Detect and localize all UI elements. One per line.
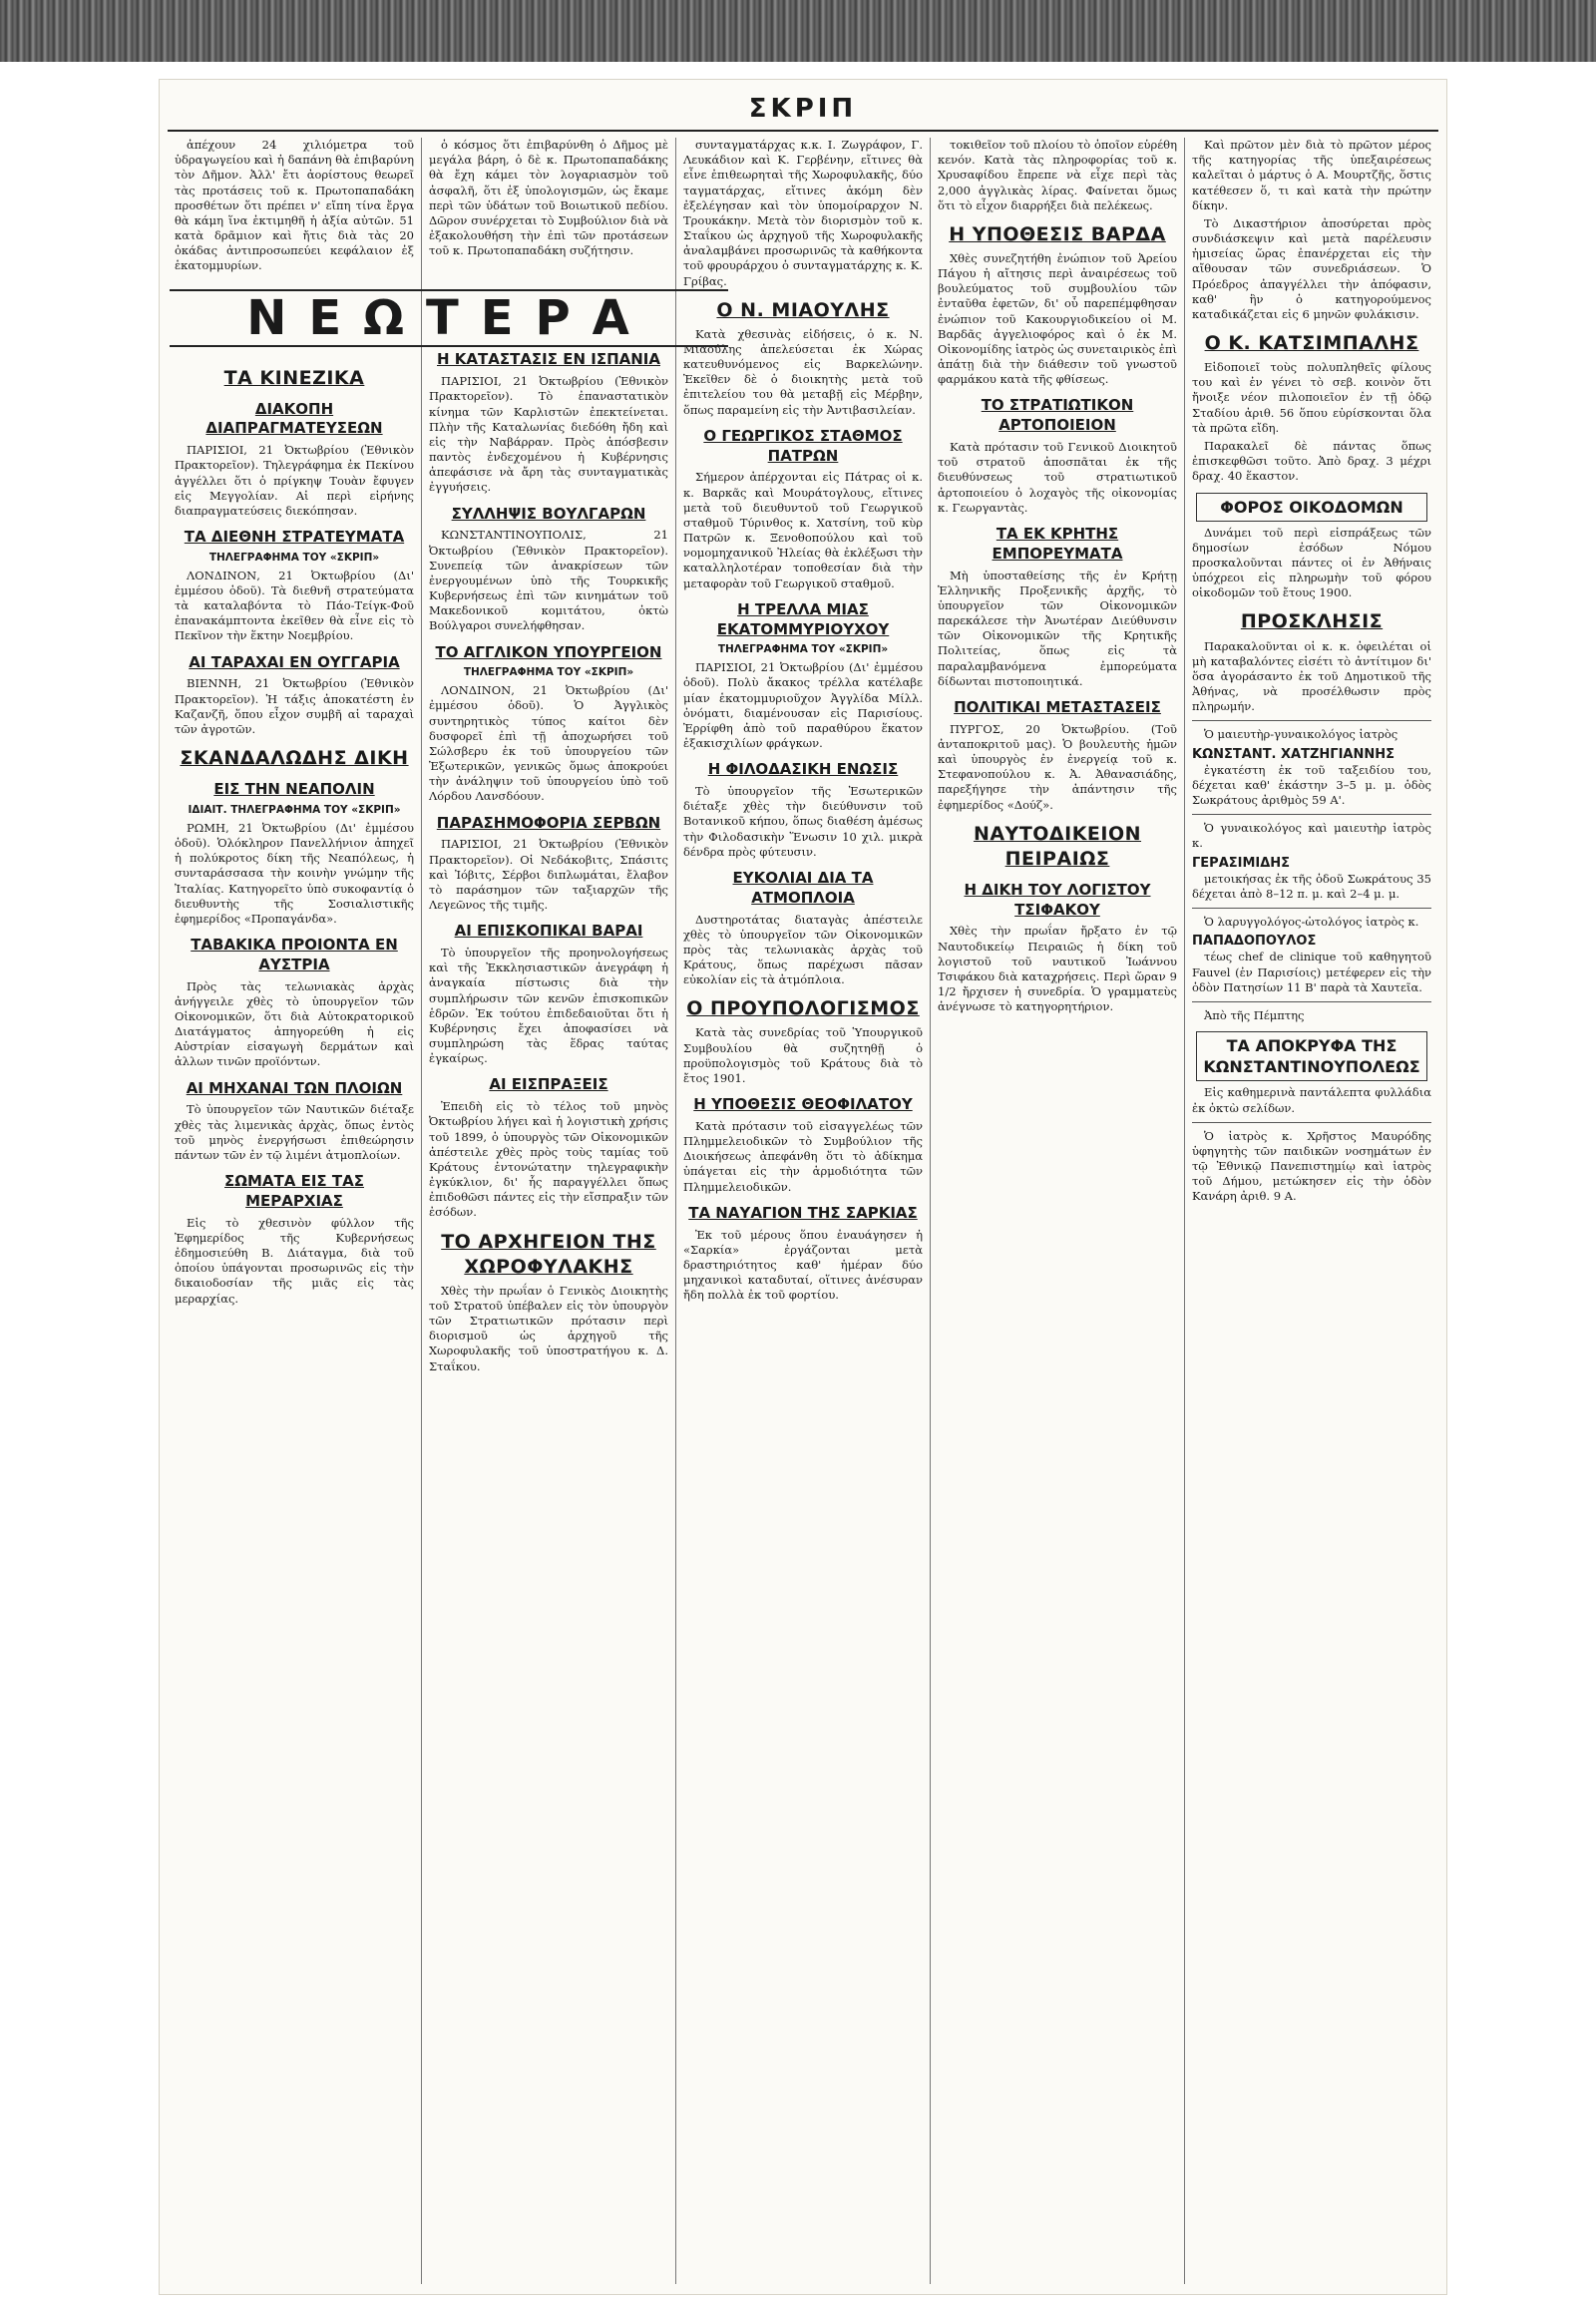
headline: Ο ΓΕΩΡΓΙΚΟΣ ΣΤΑΘΜΟΣ ΠΑΤΡΩΝ — [703, 426, 903, 465]
headline: ΣΚΑΝΔΑΛΩΔΗΣ ΔΙΚΗ — [180, 747, 409, 770]
headline: ΠΑΡΑΣΗΜΟΦΟΡΙΑ ΣΕΡΒΩΝ — [436, 813, 661, 832]
subheadline: ΤΗΛΕΓΡΑΦΗΜΑ ΤΟΥ «ΣΚΡΙΠ» — [463, 666, 634, 679]
headline: Η ΥΠΟΘΕΣΙΣ ΘΕΟΦΙΛΑΤΟΥ — [693, 1095, 913, 1114]
headline: ΤΑΒΑΚΙΚΑ ΠΡΟΙΟΝΤΑ ΕΝ ΑΥΣΤΡΙΑ — [191, 936, 398, 973]
ad-name: ΓΕΡΑΣΙΜΙΔΗΣ — [1192, 855, 1291, 871]
article-text: Κατὰ τὰς συνεδρίας τοῦ Ὑπουργικοῦ Συμβουλίου θὰ συζητηθῇ ὁ προϋπολογισμὸς τοῦ Κράτους διὰ τὸ ἔτος 1901. — [683, 1025, 923, 1085]
column-1 — [168, 138, 422, 2284]
article-text: ΒΙΕΝΝΗ, 21 Ὀκτωβρίου (Ἐθνικὸν Πρακτορεῖον). Ἡ τάξις ἀποκατέστη ἐν Καζανζῆ, ὅπου εἶχον συμβῆ αἱ ταραχαὶ τῶν ἀγροτῶν. — [175, 676, 414, 736]
article-text: Μὴ ὑποσταθείσης τῆς ἐν Κρήτῃ Ἑλληνικῆς Προξενικῆς ἀρχῆς, τὸ ὑπουργεῖον τῶν Οἰκονομικῶν παρεκάλεσε τὴν Ἀνωτέραν Διεύθυνσιν τῶν Οἰκονομικῶν τῆς Κρητικῆς Πολιτείας, ὅπως εἰς τὰ παραλαμβανόμενα ἐμπορεύματα δίδωνται πιστοποιητικά. — [938, 568, 1177, 688]
ad-text: μετοικήσας ἐκ τῆς ὁδοῦ Σωκράτους 35 δέχεται ἀπὸ 8–12 π. μ. καὶ 2–4 μ. μ. — [1192, 871, 1431, 901]
subheadline: ΙΔΙΑΙΤ. ΤΗΛΕΓΡΑΦΗΜΑ ΤΟΥ «ΣΚΡΙΠ» — [188, 803, 401, 816]
headline: ΤΟ ΑΓΓΛΙΚΟΝ ΥΠΟΥΡΓΕΙΟΝ — [435, 642, 662, 661]
headline: ΤΟ ΣΤΡΑΤΙΩΤΙΚΟΝ ΑΡΤΟΠΟΙΕΙΟΝ — [981, 396, 1134, 435]
article-text: Παρακαλοῦνται οἱ κ. κ. ὀφειλέται οἱ μὴ καταβαλόντες εἰσέτι τὸ ἀντίτιμον δι' ὅσα ἀγοράσαντο ἐκ τοῦ Δημοτικοῦ τῆς Ἀθήνας, νὰ προσέλθωσιν πρὸς πληρωμήν. — [1192, 638, 1431, 714]
article-text: ΡΩΜΗ, 21 Ὀκτωβρίου (Δι' ἐμμέσου ὁδοῦ). Ὁλόκληρον Πανελλήνιον ἀπηχεῖ ἡ πολύκροτος δίκη τῆς Νεαπόλεως, ἡ συνταράσσασα τὴν κοινὴν γνώμην τῆς Ἰταλίας. Κατηγορεῖτο ὑπὸ συκοφαντίᾳ ὁ διευθυντὴς τῆς Σοσιαλιστικῆς ἐφημερίδος «Προπαγάνδα». — [175, 820, 414, 926]
article-text: Τὸ ὑπουργεῖον τῶν Ναυτικῶν διέταξε χθὲς τὰς λιμενικὰς ἀρχὰς, ὅπως ἐντὸς τοῦ μηνὸς ἐνεργήσωσι ἐπιθεώρησιν πάντων τῶν ἐν τῷ λιμένι ἀτμοπλοίων. — [175, 1102, 414, 1162]
column-5 — [1185, 138, 1438, 2284]
headline: ΕΙΣ ΤΗΝ ΝΕΑΠΟΛΙΝ — [213, 780, 375, 799]
article-text: ΛΟΝΔΙΝΟΝ, 21 Ὀκτωβρίου (Δι' ἐμμέσου ὁδοῦ). Τὰ διεθνῆ στρατεύματα τὰ καταλαβόντα τὸ Πάο-Τείγκ-Φοῦ ἐπανακάμπτοντα ἐκεῖθεν θὰ εἶνε εἰς τὸ Πεκῖνον τὴν ἕκτην Νοεμβρίου. — [175, 568, 414, 643]
article-text: Κατὰ πρότασιν τοῦ εἰσαγγελέως τῶν Πλημμελειοδικῶν τὸ Συμβούλιον τῆς Διοικήσεως ἀπεφάνθη ὅτι τὸ ἀδίκημα ὑπάγεται εἰς τὴν ἁρμοδιότητα τῶν Πλημμελειοδικῶν. — [683, 1118, 923, 1194]
subheadline: ΤΗΛΕΓΡΑΦΗΜΑ ΤΟΥ «ΣΚΡΙΠ» — [717, 643, 889, 656]
article-text: ΠΥΡΓΟΣ, 20 Ὀκτωβρίου. (Τοῦ ἀνταποκριτοῦ μας). Ὁ βουλευτὴς ἡμῶν καὶ ὑπουργὸς ἐν ἐνεργείᾳ τοῦ κ. Στεφανοπούλου κ. Ἀ. Ἀθανασιάδης, παρεξήγησε τὴν ἀπάντησιν τῆς ἐφημερίδος «Δούζ». — [938, 721, 1177, 812]
divider — [1192, 908, 1431, 909]
headline: ΤΑ ΕΚ ΚΡΗΤΗΣ ΕΜΠΟΡΕΥΜΑΤΑ — [992, 524, 1123, 563]
article-text: Κατὰ πρότασιν τοῦ Γενικοῦ Διοικητοῦ τοῦ στρατοῦ ἀποσπᾶται ἐκ τῆς διευθύνσεως τοῦ στρατιωτικοῦ ἀρτοποιείου ὁ λοχαγὸς τῆς οἰκονομίας κ. Γεωργαντὰς. — [938, 440, 1177, 515]
article-text: Δυστηροτάτας διαταγὰς ἀπέστειλε χθὲς τὸ ὑπουργεῖον τῶν Οἰκονομικῶν πρὸς τὰς τελωνιακὰς ἀρχὰς τοῦ Κράτους, ὅπως παρέχωσι πᾶσαν εὐκολίαν εἰς τὰ ἀτμόπλοια. — [683, 912, 923, 987]
headline: ΑΙ ΕΠΙΣΚΟΠΙΚΑΙ ΒΑΡΑΙ — [454, 922, 643, 941]
article-text: Τὸ ὑπουργεῖον τῆς Ἐσωτερικῶν διέταξε χθὲς τὴν διεύθυνσιν τοῦ Βοτανικοῦ κήπου, ὅπως διαθέση ἀμέσως τὴν Φιλοδασικὴν Ἕνωσιν 10 χιλ. μικρὰ δένδρα πρὸς φύτευσιν. — [683, 784, 923, 859]
headline: ΔΙΑΚΟΠΗ ΔΙΑΠΡΑΓΜΑΤΕΥΣΕΩΝ — [205, 399, 383, 438]
article-text: Εἰδοποιεῖ τοὺς πολυπληθεῖς φίλους του καὶ ἐν γένει τὸ σεβ. κοινὸν ὅτι ἤνοιξε νέον πιλοποιεῖον ἐν τῇ ὁδῷ Σταδίου ἀριθ. 56 ὅπου εὑρίσκονται ὅλα τὰ πρῶτα εἴδη. — [1192, 360, 1431, 435]
headline: Ο Ν. ΜΙΑΟΥΛΗΣ — [716, 298, 890, 321]
headline: ΑΙ ΤΑΡΑΧΑΙ ΕΝ ΟΥΓΓΑΡΙΑ — [189, 652, 400, 671]
article-text: Κατὰ χθεσινὰς εἰδήσεις, ὁ κ. Ν. Μιαούλης ἀπελεύσεται ἐκ Χώρας κατευθυνόμενος εἰς Βαρκελώνην. Ἐκεῖθεν δὲ ὁ διοικητὴς μετὰ τοῦ ἐπιτελείου του θὰ μεταβῇ εἰς Μέρβην, ὅπως παραμείνη εἰς τὴν Ἀντιβασιλείαν. — [683, 326, 923, 417]
article-text: ΠΑΡΙΣΙΟΙ, 21 Ὀκτωβρίου (Ἐθνικὸν Πρακτορεῖον). Οἱ Νεδάκοβιτς, Σπάσιτς καὶ Ἰόβιτς, Σέρβοι διπλωμάται, ἔλαβον τὸ παράσημον τῶν ταξιαρχῶν τῆς Λεγεῶνος τῆς τιμῆς. — [429, 837, 668, 913]
headline: ΣΥΛΛΗΨΙΣ ΒΟΥΛΓΑΡΩΝ — [451, 504, 646, 523]
headline: Ο Κ. ΚΑΤΣΙΜΠΑΛΗΣ — [1204, 332, 1419, 355]
ad-text: Ἀπὸ τῆς Πέμπτης — [1204, 1007, 1305, 1022]
page-masthead: ΣΚΡΙΠ — [748, 94, 858, 124]
scan-edge — [0, 0, 1596, 62]
column-4 — [931, 138, 1185, 2284]
headline: ΤΑ ΚΙΝΕΖΙΚΑ — [223, 366, 365, 389]
article-text: Σήμερον ἀπέρχονται εἰς Πάτρας οἱ κ. κ. Βαρκᾶς καὶ Μουράτογλους, εἴτινες μετὰ τοῦ διευθυντοῦ τοῦ Γεωργικοῦ σταθμοῦ Τύρινθος κ. Χατσίνη, τοῦ κὺρ Πατρῶν κ. Ξενοθοπούλου καὶ τοῦ νομομηχανικοῦ Ἠλείας θὰ ἐκλέξωσι τὴν καταλληλοτέραν τοποθεσίαν διὰ τὴν μεταφορὰν τοῦ Γεωργικοῦ σταθμοῦ. — [683, 470, 923, 590]
columns — [168, 138, 1438, 2284]
article-text: Καὶ πρῶτον μὲν διὰ τὸ πρῶτον μέρος τῆς κατηγορίας τῆς ὑπεξαιρέσεως καλεῖται ὁ μάρτυς ὁ Α. Μουρτζῆς, ὅστις κατέθεσεν ὅ, τι καὶ κατὰ τὴν πρώτην δίκην. — [1192, 138, 1431, 212]
ad-name: ΚΩΝΣΤΑΝΤ. ΧΑΤΖΗΓΙΑΝΝΗΣ — [1192, 746, 1395, 762]
headline: ΤΑ ΝΑΥΑΓΙΟΝ ΤΗΣ ΣΑΡΚΙΑΣ — [688, 1203, 918, 1222]
headline: Ο ΠΡΟΥΠΟΛΟΓΙΣΜΟΣ — [686, 997, 920, 1020]
ad-text: Ὁ γυναικολόγος καὶ μαιευτὴρ ἰατρὸς κ. — [1192, 821, 1431, 851]
headline: Η ΚΑΤΑΣΤΑΣΙΣ ΕΝ ΙΣΠΑΝΙΑ — [437, 350, 660, 369]
subheadline: ΤΗΛΕΓΡΑΦΗΜΑ ΤΟΥ «ΣΚΡΙΠ» — [208, 551, 380, 564]
ad-name: ΠΑΠΑΔΟΠΟΥΛΟΣ — [1192, 934, 1317, 950]
headline-box: ΤΑ ΑΠΟΚΡΥΦΑ ΤΗΣ ΚΩΝΣΤΑΝΤΙΝΟΥΠΟΛΕΩΣ — [1196, 1031, 1427, 1081]
article-text: Ἐκ τοῦ μέρους ὅπου ἐναυάγησεν ἡ «Σαρκία» ἐργάζονται μετὰ δραστηριότητος καθ' ἡμέραν δύο μηχανικοὶ καταδυταί, οἵτινες ἀνέσυραν ἤδη πολλὰ ἐκ τοῦ φορτίου. — [683, 1227, 923, 1303]
article-text: ἀπέχουν 24 χιλιόμετρα τοῦ ὑδραγωγείου καὶ ἡ δαπάνη θὰ ἐπιβαρύνη τὸν Δῆμον. Ἀλλ' ἔτι ἀορίστους θεωρεῖ τὰς προτάσεις τοῦ κ. Πρωτοπαπαδάκη προσθέτων ὅτι πρέπει ν' εἴπη τίνα ἔργα θὰ κάμη ἵνα ἐκτιμηθῆ ἡ ἀξία αὐτῶν. 51 κατὰ δρᾶμιον καὶ ἤτις διὰ τὰς 20 ὀκάδας ἀντιπροσωπεύει κεφάλαιον ἐξ ἑκατομμυρίων. — [175, 138, 414, 273]
headline: ΝΑΥΤΟΔΙΚΕΙΟΝ ΠΕΙΡΑΙΩΣ — [973, 822, 1142, 870]
column-3 — [676, 138, 931, 2284]
newspaper-page — [160, 80, 1446, 2294]
article-text: Τὸ ὑπουργεῖον τῆς προηνολογήσεως καὶ τῆς Ἐκκλησιαστικῶν ἀνεγράφη ἡ ἀναγκαία πίστωσις διὰ τὴν συμπλήρωσιν τῶν κενῶν ἐπισκοπικῶν ἑδρῶν. Ἐκ τούτου ἐπιδεδαιοῦται ὅτι ἡ Κυβέρνησις ἔχει ἀποφασίσει νὰ συμπληρώση τὰς ἕδρας ταύτας ἐγκαίρως. — [429, 946, 668, 1066]
article-text: Ὁ ἰατρὸς κ. Χρῆστος Μαυρόδης ὑφηγητὴς τῶν παιδικῶν νοσημάτων ἐν τῷ Ἐθνικῷ Πανεπιστημίῳ καὶ ἰατρὸς τοῦ Δήμου, μετώκησεν εἰς τὴν ὁδὸν Κανάρη ἀριθ. 9 Α. — [1192, 1128, 1431, 1204]
article-text: ΠΑΡΙΣΙΟΙ, 21 Ὀκτωβρίου (Δι' ἐμμέσου ὁδοῦ). Πολὺ ἄκακος τρέλλα κατέλαβε μίαν ἑκατομμυριοῦχον Ἀγγλίδα Μίλλ. ὀνόματι, διαμένουσαν εἰς Παρισίους. Ἐρρίφθη ἀπὸ τοῦ παραθύρου ἕκατον ἑξακισχιλίων φράγκων. — [683, 660, 923, 751]
headline: ΣΩΜΑΤΑ ΕΙΣ ΤΑΣ ΜΕΡΑΡΧΙΑΣ — [224, 1172, 364, 1210]
banner-neotera: ΝΕΩΤΕΡΑ — [170, 289, 728, 347]
article-text: Παρακαλεῖ δὲ πάντας ὅπως ἐπισκεφθῶσι τοῦτο. Ἀπὸ δραχ. 3 μέχρι δραχ. 40 ἕκαστον. — [1192, 439, 1431, 484]
headline: ΤΟ ΑΡΧΗΓΕΙΟΝ ΤΗΣ ΧΩΡΟΦΥΛΑΚΗΣ — [441, 1230, 656, 1278]
headline: Η ΔΙΚΗ ΤΟΥ ΛΟΓΙΣΤΟΥ ΤΣΙΦΑΚΟΥ — [964, 880, 1151, 919]
article-text: Ἐπειδὴ εἰς τὸ τέλος τοῦ μηνὸς Ὀκτωβρίου λήγει καὶ ἡ λογιστικὴ χρήσις τοῦ 1899, ὁ ὑπουργὸς τῶν Οἰκονομικῶν ἀπέστειλε χθὲς πρὸς τοὺς ταμίας τοῦ Κράτους ἐντονώτατην τηλεγραφικὴν ἐγκύκλιον, δι' ἧς παραγγέλλει ὅπως ἐπιδοθῶσι πάντες εἰς τὴν εἴσπραξιν τῶν ἐσόδων. — [429, 1099, 668, 1220]
headline: ΤΑ ΔΙΕΘΝΗ ΣΤΡΑΤΕΥΜΑΤΑ — [184, 528, 405, 547]
article-text: Πρὸς τὰς τελωνιακὰς ἀρχὰς ἀνήγγειλε χθὲς τὸ ὑπουργεῖον τῶν Οἰκονομικῶν, ὅτι διὰ Αὐτοκρατορικοῦ Διατάγματος ἀπηγορεύθη ἡ εἰς Αὐστρίαν εἰσαγωγὴ δερμάτων καὶ ἀλλων τινῶν προϊόντων. — [175, 978, 414, 1069]
ad-text: Ὁ μαιευτὴρ-γυναικολόγος ἰατρὸς — [1204, 727, 1398, 742]
divider — [1192, 1001, 1431, 1002]
divider — [1192, 814, 1431, 815]
article-text: συνταγματάρχας κ.κ. Ι. Ζωγράφον, Γ. Λευκάδιον καὶ Κ. Γερβένην, εἴτινες θὰ εἶνε ἐπιθεωρηταὶ τῆς Χωροφυλακῆς, δύο ταγματάρχας, εἴτινες ἀκόμη δὲν ἐξελέγησαν καὶ τὸν ὑπομοίραρχον Ν. Τρουκάκην. Μετὰ τὸν διορισμὸν τοῦ κ. Σταΐκου ὡς ἀρχηγοῦ τῆς Χωροφυλακῆς ἀναλαμβάνει προσωρινῶς τὰ καθήκοντα τοῦ φρουράρχου ὁ συνταγματάρχης κ. Κ. Γρίβας. — [683, 138, 923, 288]
divider — [1192, 720, 1431, 721]
ad-text: ἐγκατέστη ἐκ τοῦ ταξειδίου του, δέχεται καθ' ἑκάστην 3–5 μ. μ. ὁδὸς Σωκράτους ἀριθμὸς 59 Α'. — [1192, 762, 1431, 808]
top-rule — [168, 130, 1438, 132]
article-text: ΠΑΡΙΣΙΟΙ, 21 Ὀκτωβρίου (Ἐθνικὸν Πρακτορεῖον). Τὸ ἐπαναστατικὸν κίνημα τῶν Καρλιστῶν ἐπεκτείνεται. Πλὴν τῆς Καταλωνίας διεδόθη ἤδη καὶ εἰς τὴν Ναβάρραν. Πρὸς ἀπόσβεσιν παντὸς ἐνδεχομένου ἡ Κυβέρνησις ἀπεφάσισε νὰ ἄρη τὰς συνταγματικὰς ἐγγυήσεις. — [429, 374, 668, 495]
headline: Η ΥΠΟΘΕΣΙΣ ΒΑΡΔΑ — [949, 222, 1166, 245]
headline-box: ΦΟΡΟΣ ΟΙΚΟΔΟΜΩΝ — [1196, 493, 1427, 522]
article-text: ὁ κόσμος ὅτι ἐπιβαρύνθη ὁ Δῆμος μὲ μεγάλα βάρη, ὁ δὲ κ. Πρωτοπαπαδάκης θὰ ἔχη κάμει τὸν λογαριασμὸν τοῦ ἀσφαλῆ, ὅτι ἐξ ὑπολογισμῶν, ὡς ἔκαμε περὶ τῶν ὑδάτων τοῦ Βοιωτικοῦ πεδίου. Δῶρον συνέρχεται τὸ Συμβούλιον διὰ νὰ ἐξακολουθήση τὴν ἐπὶ τῶν προτάσεων τοῦ κ. Πρωτοπαπαδάκη συζήτησιν. — [429, 138, 668, 258]
headline: Η ΤΡΕΛΛΑ ΜΙΑΣ ΕΚΑΤΟΜΜΥΡΙΟΥΧΟΥ — [716, 599, 890, 638]
headline: ΠΟΛΙΤΙΚΑΙ ΜΕΤΑΣΤΑΣΕΙΣ — [954, 697, 1161, 716]
headline: Η ΦΙΛΟΔΑΣΙΚΗ ΕΝΩΣΙΣ — [707, 760, 899, 779]
ad-text: Ὁ λαρυγγολόγος-ὠτολόγος ἰατρὸς κ. — [1204, 915, 1419, 930]
ad-text: Εἰς καθημερινὰ παντάλεπτα φυλλάδια ἐκ ὀκτὼ σελίδων. — [1192, 1085, 1431, 1115]
article-text: Χθὲς συνεζητήθη ἐνώπιον τοῦ Ἀρείου Πάγου ἡ αἴτησις περὶ ἀναιρέσεως τοῦ βουλεύματος τοῦ συμβουλίου τῶν ἐνταῦθα ἐφετῶν, δι' οὗ παρεπέμφθησαν ἐνώπιον τοῦ Κακουργιοδικείου οἱ Μ. Βαρδᾶς ἀγγελιοφόρος καὶ ὁ ἐκ Μ. Οἰκονομίδης ἰατρὸς ὡς συνεταιρικὸς ἐπὶ ἀπάτῃ διὰ τὴν διάθεσιν τοῦ γνωστοῦ φαρμάκου κατὰ τῆς φθίσεως. — [938, 250, 1177, 387]
article-text: Εἰς τὸ χθεσινὸν φύλλον τῆς Ἐφημερίδος τῆς Κυβερνήσεως ἐδημοσιεύθη Β. Διάταγμα, διὰ τοῦ ὁποίου ὑπάγονται προσωρινῶς εἰς τὴν δικαιοδοσίαν τῆς μιᾶς εἰς τὰς μεραρχίας. — [175, 1215, 414, 1306]
article-text: Δυνάμει τοῦ περὶ εἰσπράξεως τῶν δημοσίων ἐσόδων Νόμου προσκαλοῦνται πάντες οἱ ἐν Ἀθήναις ὑπόχρεοι εἰς πληρωμὴν τοῦ φόρου οἰκοδομῶν τοῦ ἔτους 1900. — [1192, 525, 1431, 600]
divider — [1192, 1122, 1431, 1123]
headline: ΑΙ ΕΙΣΠΡΑΞΕΙΣ — [489, 1075, 608, 1094]
article-text: Χθὲς τὴν πρωΐαν ἤρξατο ἐν τῷ Ναυτοδικείῳ Πειραιῶς ἡ δίκη τοῦ λογιστοῦ τοῦ ναυτικοῦ Ἰωάννου Τσιφάκου διὰ καταχρήσεις. Περὶ ὥραν 9 1/2 ἤρχισεν ἡ συνεδρία. Ὁ γραμματεὺς ἀνέγνωσε τὸ κατηγορητήριον. — [938, 924, 1177, 1014]
headline: ΑΙ ΜΗΧΑΝΑΙ ΤΩΝ ΠΛΟΙΩΝ — [186, 1078, 403, 1097]
column-2 — [422, 138, 676, 2284]
article-text: Χθὲς τὴν πρωΐαν ὁ Γενικὸς Διοικητὴς τοῦ Στρατοῦ ὑπέβαλεν εἰς τὸν ὑπουργὸν τῶν Στρατιωτικῶν πρότασιν περὶ διορισμοῦ ὡς ἀρχηγοῦ τῆς Χωροφυλακῆς τοῦ ὑποστρατήγου κ. Δ. Σταΐκου. — [429, 1283, 668, 1373]
article-text: τοκιθεῖον τοῦ πλοίου τὸ ὁποῖον εὑρέθη κενόν. Κατὰ τὰς πληροφορίας τοῦ κ. Χρυσαφίδου ἔπρεπε νὰ εἶχε περὶ τὰς 2,000 ἀγγλικὰς λίρας. Φαίνεται ὅμως ὅτι τὸ εἶχον διαρρήξει διὰ πελέκεως. — [938, 138, 1177, 212]
article-text: ΛΟΝΔΙΝΟΝ, 21 Ὀκτωβρίου (Δι' ἐμμέσου ὁδοῦ). Ὁ Ἀγγλικὸς συντηρητικὸς τύπος καίτοι δὲν δυσφορεῖ ἐπὶ τῇ ἀποχωρήσει τοῦ Σώλσβερυ ἐκ τοῦ ὑπουργείου τῶν Ἐξωτερικῶν, γενικῶς ὅμως ἀποκρούει τὴν ἀνάληψιν τοῦ ὑπουργείου ὑπὸ τοῦ Λόρδου Λανσδόουν. — [429, 683, 668, 804]
article-text: ΠΑΡΙΣΙΟΙ, 21 Ὀκτωβρίου (Ἐθνικὸν Πρακτορεῖον). Τηλεγράφημα ἐκ Πεκίνου ἀγγέλλει ὅτι ὁ πρίγκηψ Τουὰν ἔφυγεν εἰς Μεγγολίαν. Αἱ περὶ εἰρήνης διαπραγματεύσεις διεκόπησαν. — [175, 443, 414, 518]
headline: ΠΡΟΣΚΛΗΣΙΣ — [1240, 610, 1384, 633]
ad-text: τέως chef de clinique τοῦ καθηγητοῦ Fauvel (ἐν Παρισίοις) μετέφερεν εἰς τὴν ὁδὸν Πατησίων 11 Β' παρὰ τὰ Χαυτεῖα. — [1192, 950, 1431, 994]
article-text: ΚΩΝΣΤΑΝΤΙΝΟΥΠΟΛΙΣ, 21 Ὀκτωβρίου (Ἐθνικὸν Πρακτορεῖον). Συνεπείᾳ τῶν ἀνακρίσεων τῶν ἐνεργουμένων ὑπὸ τῆς Τουρκικῆς Κυβερνήσεως ἐπὶ τῶν κινημάτων τοῦ Μακεδονικοῦ κομιτάτου, ὀκτὼ Βούλγαροι συνελήφθησαν. — [429, 528, 668, 633]
article-text: Τὸ Δικαστήριον ἀποσύρεται πρὸς συνδιάσκεψιν καὶ μετὰ παρέλευσιν ἡμισείας ὥρας ἐπανέρχεται εἰς τὴν αἴθουσαν τῶν συνεδριάσεων. Ὁ Πρόεδρος ἀπαγγέλλει τὴν ἀπόφασιν, καθ' ἣν ὁ κατηγορούμενος καταδικάζεται εἰς 6 μηνῶν φυλάκισιν. — [1192, 215, 1431, 321]
headline: ΕΥΚΟΛΙΑΙ ΔΙΑ ΤΑ ΑΤΜΟΠΛΟΙΑ — [732, 868, 874, 907]
